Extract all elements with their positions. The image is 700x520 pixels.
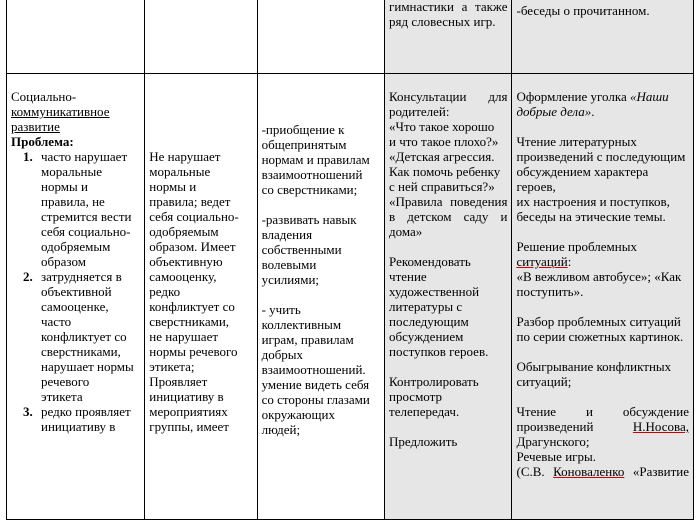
cell-tasks bbox=[257, 74, 384, 520]
text-line bbox=[516, 464, 689, 479]
text-line: образом. Имеет bbox=[149, 239, 236, 254]
text-line: «В вежливом автобусе»; «Как bbox=[516, 269, 682, 284]
problem-line: инициативу в bbox=[41, 419, 116, 434]
problem-line: самооценке, bbox=[41, 299, 109, 314]
text-line: добрых bbox=[261, 347, 304, 362]
text-word: (С.В. bbox=[516, 464, 545, 479]
text-line: и что такое плохо?» bbox=[389, 134, 499, 149]
problem-line: стремится вести bbox=[41, 209, 132, 224]
problem-number: 3. bbox=[23, 404, 33, 419]
cell-forms bbox=[512, 74, 694, 520]
text-line: самооценку, bbox=[149, 269, 217, 284]
text-span: ситуаций bbox=[516, 254, 568, 269]
table-row-social bbox=[7, 74, 694, 520]
text-line: Драгунского; bbox=[516, 434, 590, 449]
text-line: литературы с bbox=[389, 299, 463, 314]
text-span: Решение проблемных bbox=[516, 239, 637, 254]
text-line: с ней справиться?» bbox=[389, 179, 495, 194]
problem-label: Проблема: bbox=[11, 134, 74, 149]
spacer bbox=[389, 419, 507, 434]
area-title-line: коммуникативное bbox=[11, 104, 110, 119]
text-line: их настроения и поступков, bbox=[516, 194, 670, 209]
text-line: собственными bbox=[261, 242, 342, 257]
problem-line: часто нарушает bbox=[41, 149, 128, 164]
text-line: со стороны глазами bbox=[261, 392, 370, 407]
text-line: людей; bbox=[261, 422, 301, 437]
problem-item bbox=[11, 149, 140, 269]
cell-result-top bbox=[145, 0, 257, 74]
text-line: со сверстниками; bbox=[261, 182, 358, 197]
text-line: одобряемым bbox=[149, 224, 219, 239]
problem-line: этикета bbox=[41, 389, 83, 404]
plan-table bbox=[6, 0, 694, 520]
text-word: произведений bbox=[516, 419, 594, 434]
problem-line: объективной bbox=[41, 284, 112, 299]
text-line: - учить bbox=[261, 302, 301, 317]
problem-item bbox=[11, 269, 140, 404]
text-line: умение видеть себя bbox=[261, 377, 370, 392]
text-line: обсуждением bbox=[389, 329, 464, 344]
problem-line: сверстниками, bbox=[41, 344, 121, 359]
text-line: Рекомендовать bbox=[389, 254, 471, 269]
text-line: объективную bbox=[149, 254, 223, 269]
spacer bbox=[516, 224, 689, 239]
problem-line: себя социально- bbox=[41, 224, 131, 239]
text-word: и bbox=[586, 404, 593, 419]
text-word: обсуждение bbox=[622, 404, 689, 419]
text-line: Как помочь ребенку bbox=[389, 164, 501, 179]
text-line: играм, правилам bbox=[261, 332, 354, 347]
spacer bbox=[516, 299, 689, 314]
table-row-top bbox=[7, 0, 694, 74]
problem-list bbox=[11, 149, 140, 434]
problem-line: моральные bbox=[41, 164, 102, 179]
text-line: по серии сюжетных картинок. bbox=[516, 329, 684, 344]
text-line: последующим bbox=[389, 314, 469, 329]
spacer bbox=[389, 359, 507, 374]
text-span: добрые дела» bbox=[516, 104, 592, 119]
text-line: себя социально- bbox=[149, 209, 239, 224]
text-word: для bbox=[488, 89, 508, 104]
cell-forms-top bbox=[512, 0, 694, 74]
area-title-line: развитие bbox=[11, 119, 60, 134]
problem-line: нормы и bbox=[41, 179, 88, 194]
cell-parents bbox=[385, 74, 512, 520]
text-line: телепередач. bbox=[389, 404, 460, 419]
text-line: родителей: bbox=[389, 104, 450, 119]
text-line: «Детская агрессия. bbox=[389, 149, 495, 164]
problem-item bbox=[11, 404, 140, 434]
text-line: взаимоотношений. bbox=[261, 362, 366, 377]
text-line: в детском саду и bbox=[389, 209, 508, 224]
text-line: окружающих bbox=[261, 407, 335, 422]
text-line: коллективным bbox=[261, 317, 342, 332]
text-line bbox=[389, 89, 507, 104]
problem-line: нарушает нормы bbox=[41, 359, 134, 374]
text-line: не нарушает bbox=[149, 329, 219, 344]
text-line: Чтение литературных bbox=[516, 134, 637, 149]
problem-line: конфликтует со bbox=[41, 329, 127, 344]
text-line: группы, имеет bbox=[149, 419, 229, 434]
text-line: обсуждением характера героев, bbox=[516, 164, 649, 194]
text-line: моральные bbox=[149, 164, 211, 179]
text-line: правила; ведет bbox=[149, 194, 231, 209]
text-line: сверстниками, bbox=[149, 314, 230, 329]
text-line: Разбор проблемных ситуаций bbox=[516, 314, 681, 329]
spacer bbox=[516, 344, 689, 359]
text-line: усилиями; bbox=[261, 272, 320, 287]
text-line: Обыгрывание конфликтных bbox=[516, 359, 672, 374]
text-line: беседы на этические темы. bbox=[516, 209, 666, 224]
cell-result bbox=[145, 74, 257, 520]
text-span: . bbox=[591, 104, 595, 119]
text-line: нормам и правилам bbox=[261, 152, 370, 167]
text-word: Чтение bbox=[516, 404, 557, 419]
problem-number: 1. bbox=[23, 149, 33, 164]
text-line bbox=[516, 419, 689, 434]
text-span: «Наши bbox=[629, 89, 669, 104]
text-line: -беседы о прочитанном. bbox=[516, 3, 650, 18]
problem-number: 2. bbox=[23, 269, 33, 284]
text-line: взаимоотношений bbox=[261, 167, 363, 182]
spacer bbox=[516, 119, 689, 134]
text-line: нормы и bbox=[149, 179, 197, 194]
text-line: произведений с последующим bbox=[516, 149, 686, 164]
text-line: общепринятым bbox=[261, 137, 347, 152]
text-word: Н.Носова, bbox=[632, 419, 689, 434]
text-line: чтение bbox=[389, 269, 427, 284]
text-line: просмотр bbox=[389, 389, 442, 404]
text-line: Предложить bbox=[389, 434, 458, 449]
cell-area-top bbox=[7, 0, 145, 74]
text-line: мероприятиях bbox=[149, 404, 228, 419]
spacer bbox=[262, 287, 380, 302]
text-line: гимнастики а также bbox=[389, 0, 508, 14]
problem-line: образом bbox=[41, 254, 86, 269]
text-line: «Правила поведения bbox=[389, 194, 508, 209]
text-line: конфликтует со bbox=[149, 299, 235, 314]
cell-parents-top bbox=[385, 0, 512, 74]
cell-tasks-top bbox=[257, 0, 384, 74]
cell-area bbox=[7, 74, 145, 520]
text-span: Оформление уголка bbox=[516, 89, 627, 104]
text-line bbox=[516, 404, 689, 419]
text-line: -развивать навык bbox=[261, 212, 357, 227]
text-line: этикета; bbox=[149, 359, 195, 374]
text-line: редко bbox=[149, 284, 181, 299]
text-line: поступить». bbox=[516, 284, 584, 299]
problem-line: одобряемым bbox=[41, 239, 111, 254]
text-line: Проявляет bbox=[149, 374, 208, 389]
spacer bbox=[262, 197, 380, 212]
problem-line: правила, не bbox=[41, 194, 105, 209]
spacer bbox=[389, 239, 507, 254]
text-word: Консультации bbox=[389, 89, 467, 104]
text-line: ряд словесных игр. bbox=[389, 14, 496, 29]
spacer bbox=[516, 389, 689, 404]
text-line: нормы речевого bbox=[149, 344, 238, 359]
text-line bbox=[516, 239, 689, 269]
text-line: Речевые игры. bbox=[516, 449, 596, 464]
text-line: ситуаций; bbox=[516, 374, 572, 389]
text-line: «Что такое хорошо bbox=[389, 119, 495, 134]
problem-line: часто bbox=[41, 314, 72, 329]
problem-line: затрудняется в bbox=[41, 269, 122, 284]
text-line: владения bbox=[261, 227, 313, 242]
text-line: Не нарушает bbox=[149, 149, 221, 164]
text-span: : bbox=[567, 254, 572, 269]
text-line: волевыми bbox=[261, 257, 317, 272]
problem-line: речевого bbox=[41, 374, 90, 389]
text-line bbox=[516, 89, 689, 104]
text-line: художественной bbox=[389, 284, 480, 299]
text-word: Коноваленко bbox=[553, 464, 625, 479]
area-title-line: Социально- bbox=[11, 89, 77, 104]
text-word: «Развитие bbox=[632, 464, 689, 479]
text-line: дома» bbox=[389, 224, 423, 239]
text-line bbox=[516, 104, 689, 119]
text-line: инициативу в bbox=[149, 389, 224, 404]
text-line: Контролировать bbox=[389, 374, 479, 389]
text-line: поступков героев. bbox=[389, 344, 489, 359]
problem-line: редко проявляет bbox=[41, 404, 131, 419]
text-line: -приобщение к bbox=[261, 122, 345, 137]
